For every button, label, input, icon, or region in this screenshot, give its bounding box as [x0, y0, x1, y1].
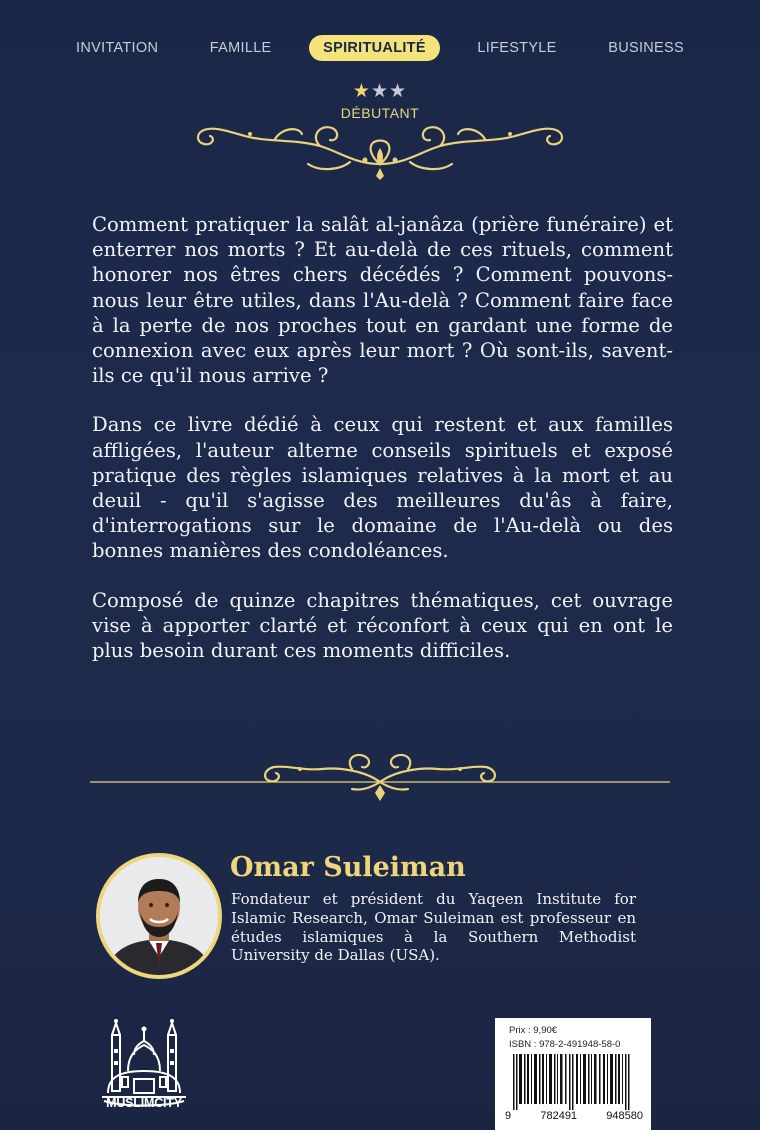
barcode-icon — [505, 1054, 643, 1110]
category-business[interactable]: BUSINESS — [608, 40, 684, 56]
barcode-digit-group: 9 — [505, 1110, 512, 1122]
category-spiritualite[interactable]: SPIRITUALITÉ — [309, 35, 440, 61]
barcode-digits — [505, 1110, 643, 1122]
book-description — [92, 212, 673, 687]
author-avatar — [96, 853, 222, 979]
description-paragraph-1: Comment pratiquer la salât al-janâza (prière funéraire) et enterrer nos morts ? Et au-delà de ces rituels, comment honorer nos êtres chers décédés ? Comment pouvons-nous leur être utiles, dans l'Au-delà ? Comment faire face à la perte de nos proches tout en gardant une forme de connexion avec eux après leur mort ? Où sont-ils, savent-ils ce qu'il nous arrive ? — [92, 213, 673, 388]
star-filled-icon: ★ — [352, 80, 371, 102]
category-nav — [62, 34, 698, 62]
difficulty-rating — [0, 80, 760, 102]
star-empty-icon: ★ — [370, 80, 390, 102]
barcode-label — [495, 1018, 651, 1130]
category-famille[interactable]: FAMILLE — [209, 40, 272, 56]
author-bio: Fondateur et président du Yaqeen Institute for Islamic Research, Omar Suleiman est professeur en études islamiques à la Southern Methodist University de Dallas (USA). — [231, 890, 636, 965]
barcode-digit-group: 948580 — [606, 1110, 643, 1122]
barcode-digit-group: 782491 — [540, 1110, 578, 1122]
description-paragraph-3: Composé de quinze chapitres thématiques, cet ouvrage vise à apporter clarté et réconfort à ceux qui en ont le plus besoin durant ces moments difficiles. — [92, 588, 673, 663]
difficulty-label: DÉBUTANT — [340, 105, 420, 121]
author-name: Omar Suleiman — [230, 852, 466, 883]
ornament-flourish-top — [190, 112, 570, 182]
publisher-name: MUSLIMCITY — [106, 1096, 182, 1110]
isbn-text: ISBN : 978-2-491948-58-0 — [509, 1039, 621, 1050]
description-paragraph-2: Dans ce livre dédié à ceux qui restent et aux familles affligées, l'auteur alterne conseils spirituels et exposé pratique des règles islamiques relatives à la mort et au deuil - qu'il s'agisse des meilleures du'âs à faire, d'interrogations sur le domaine de l'Au-delà ou des bonnes manières des condoléances. — [92, 413, 673, 563]
category-invitation[interactable]: INVITATION — [76, 40, 159, 56]
ornament-divider — [90, 745, 670, 805]
price-text: Prix : 9,90€ — [509, 1025, 558, 1036]
category-lifestyle[interactable]: LIFESTYLE — [477, 40, 557, 56]
star-empty-icon: ★ — [389, 80, 408, 102]
